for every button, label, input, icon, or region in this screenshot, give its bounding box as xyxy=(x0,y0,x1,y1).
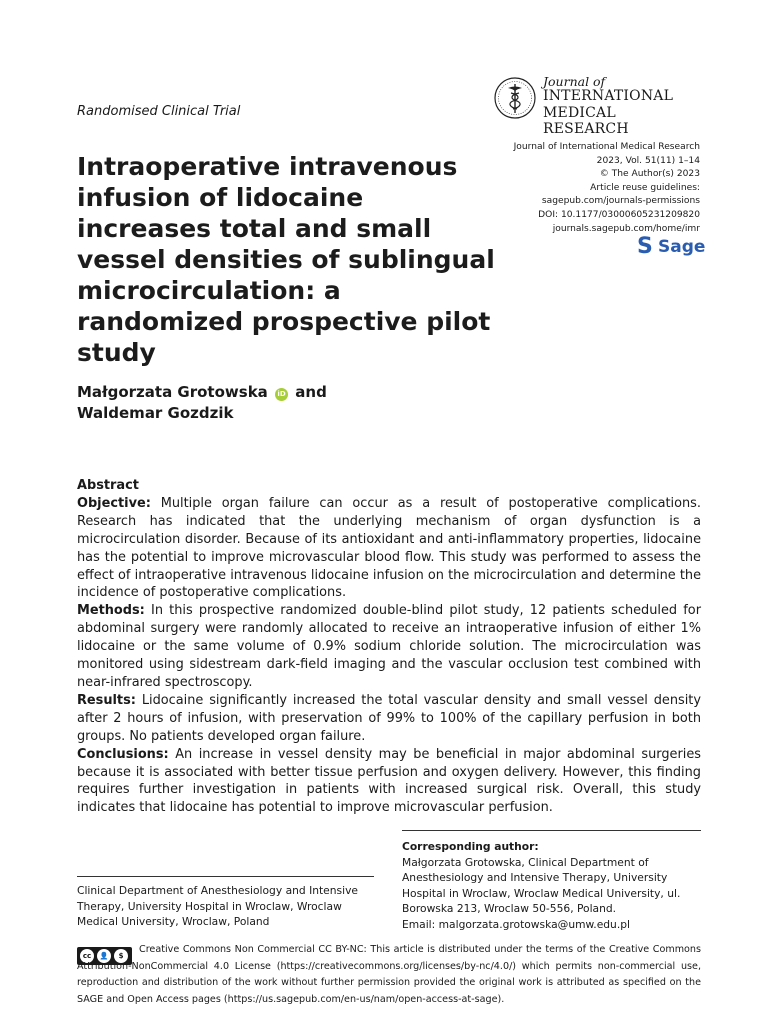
logo-medical-research: MEDICAL RESEARCH xyxy=(543,105,629,137)
meta-homepage-link[interactable]: journals.sagepub.com/home/imr xyxy=(552,223,700,234)
logo-journal-of: Journal of xyxy=(543,74,606,89)
results-label: Results: xyxy=(77,692,136,708)
abstract-conclusions xyxy=(77,746,701,818)
methods-text: In this prospective randomized double-blind pilot study, 12 patients scheduled for abdominal surgery were randomly allocated to receive an intraoperative infusion of either 1% lidocaine or the same volume of 0.9% sodium chloride solution. The microcirculation was monitored using sidestream dark-field imaging and the vascular occlusion test combined with near-infrared spectroscopy. xyxy=(77,603,701,690)
caduceus-emblem-icon xyxy=(493,76,537,120)
sage-wordmark: Sage xyxy=(658,237,706,257)
corresponding-divider xyxy=(402,830,701,831)
cc-icon: cc xyxy=(80,949,94,963)
by-icon: 👤 xyxy=(97,949,111,963)
corresponding-author xyxy=(402,839,702,933)
sage-s-icon: S xyxy=(637,234,653,259)
article-type: Randomised Clinical Trial xyxy=(77,104,241,119)
corresponding-email[interactable]: Email: malgorzata.grotowska@umw.edu.pl xyxy=(402,917,630,931)
meta-copyright: © The Author(s) 2023 xyxy=(599,169,700,180)
meta-doi-link[interactable]: DOI: 10.1177/03000605231209820 xyxy=(538,209,700,220)
license-text: Creative Commons Non Commercial CC BY-NC: This article is distributed under the terms of the Creative Commons Attribution-NonCommercial 4.0 License (https://creativecommons.org/licenses/by-nc/4.0/) which permits non-commercial use, reproduction and distribution of the work without further permission provided the original work is attributed as specified on the SAGE and Open Access pages (https://us.sagepub.com/en-us/nam/open-access-at-sage). xyxy=(77,944,701,1005)
orcid-icon[interactable]: iD xyxy=(275,388,288,401)
affiliation: Clinical Department of Anesthesiology and Intensive Therapy, University Hospital in Wroclaw, Wroclaw Medical University, Wroclaw, Poland xyxy=(77,884,358,929)
article-meta xyxy=(470,141,700,236)
article-title: Intraoperative intravenous infusion of lidocaine increases total and small vessel densities of sublingual microcirculation: a randomized prospective pilot study xyxy=(77,152,495,367)
conclusions-label: Conclusions: xyxy=(77,746,169,762)
objective-label: Objective: xyxy=(77,495,151,511)
journal-logo[interactable] xyxy=(493,74,703,137)
logo-international: INTERNATIONAL xyxy=(543,88,674,104)
abstract-objective xyxy=(77,495,701,602)
corresponding-heading: Corresponding author: xyxy=(402,840,539,853)
affiliation-divider xyxy=(77,876,374,877)
author-conjunction: and xyxy=(295,383,327,401)
meta-volume: 2023, Vol. 51(11) 1–14 xyxy=(596,155,700,166)
abstract-results xyxy=(77,692,701,746)
meta-reuse: Article reuse guidelines: xyxy=(590,182,700,193)
meta-journal: Journal of International Medical Research xyxy=(513,142,700,152)
conclusions-text: An increase in vessel density may be beneficial in major abdominal surgeries because it is associated with better tissue perfusion and oxygen delivery. However, this finding requires further investigation in patients with increased surgical risk. Overall, this study indicates that lidocaine has potential to improve microvascular perfusion. xyxy=(77,746,701,816)
objective-text: Multiple organ failure can occur as a result of postoperative complications. Research has indicated that the underlying mechanism of organ dysfunction is a microcirculation disorder. Because of its antioxidant and anti-inflammatory properties, lidocaine has the potential to improve microvascular blood flow. This study was performed to assess the effect of intraoperative intravenous lidocaine infusion on the microcirculation and determine the incidence of postoperative complications. xyxy=(77,495,701,601)
corresponding-text: Małgorzata Grotowska, Clinical Department of Anesthesiology and Intensive Therapy, University Hospital in Wroclaw, Wroclaw Medical University, ul. Borowska 213, Wroclaw 50-556, Poland. xyxy=(402,855,681,916)
methods-label: Methods: xyxy=(77,603,145,619)
results-text: Lidocaine significantly increased the total vascular density and small vessel density after 2 hours of infusion, with preservation of 99% to 100% of the capillary perfusion in both groups. No patients developed organ failure. xyxy=(77,692,701,744)
nc-icon: $ xyxy=(114,949,128,963)
sage-logo[interactable] xyxy=(637,234,706,259)
authors xyxy=(77,382,327,424)
author-second[interactable]: Waldemar Gozdzik xyxy=(77,404,234,422)
meta-permissions-link[interactable]: sagepub.com/journals-permissions xyxy=(541,196,700,207)
abstract-methods xyxy=(77,602,701,692)
author-first[interactable]: Małgorzata Grotowska xyxy=(77,383,268,401)
abstract xyxy=(77,477,701,817)
abstract-heading: Abstract xyxy=(77,478,139,493)
